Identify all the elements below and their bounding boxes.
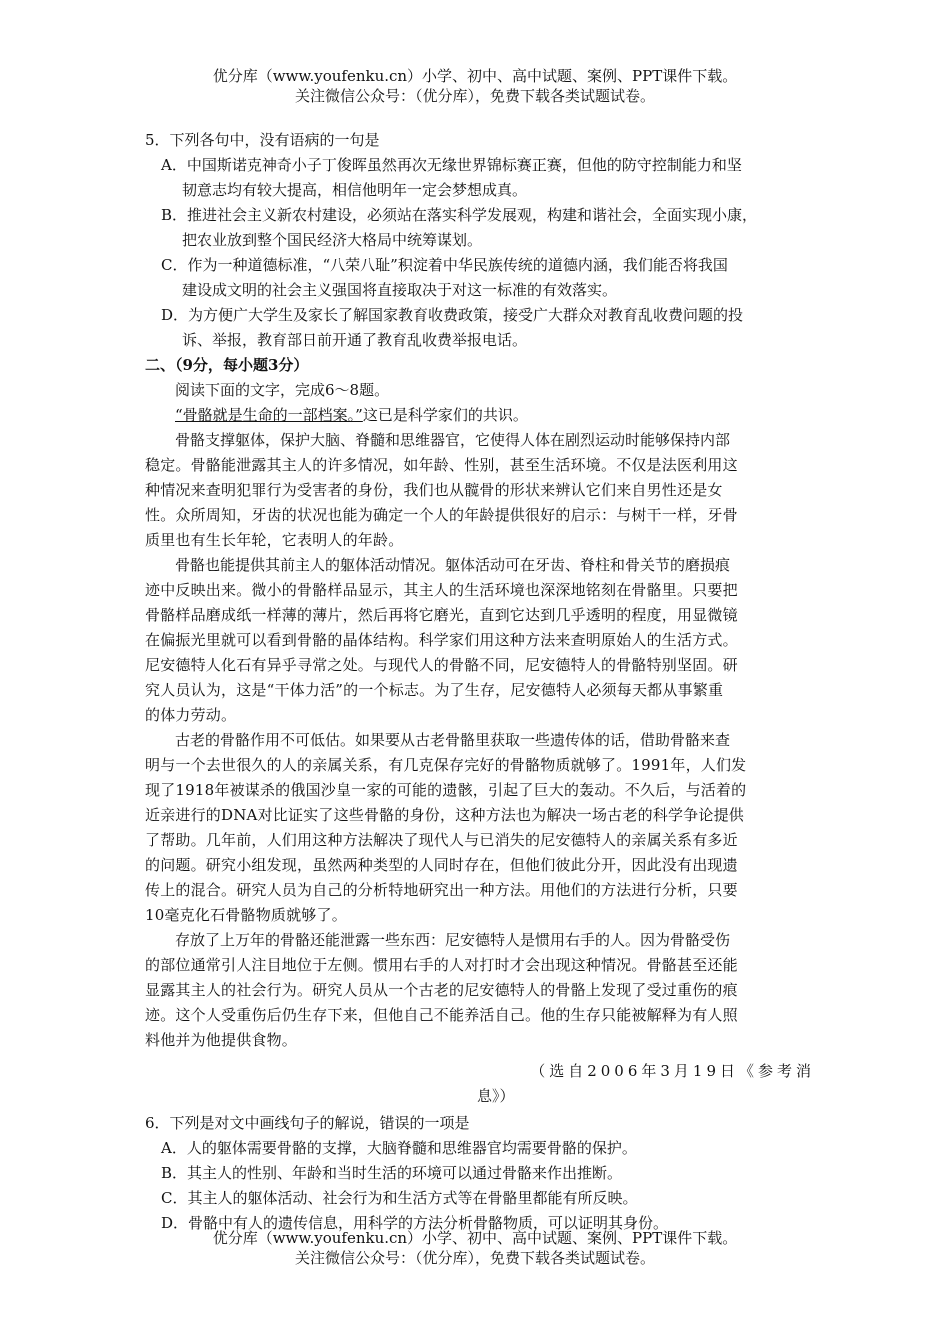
option-line: 韧意志均有较大提高，相信他明年一定会梦想成真。 bbox=[182, 181, 528, 199]
question-5-option-d bbox=[145, 303, 815, 353]
passage-line: 的部位通常引人注目地位于左侧。惯用右手的人对打时才会出现这种情况。骨骼甚至还能 bbox=[145, 956, 738, 974]
passage-line: 现了1918年被谋杀的俄国沙皇一家的可能的遗骸，引起了巨大的轰动。不久后，与活着的 bbox=[145, 781, 747, 799]
option-line: D．为方便广大学生及家长了解国家教育收费政策，接受广大群众对教育乱收费问题的投 bbox=[161, 306, 744, 324]
passage-line: 古老的骨骼作用不可低估。如果要从古老骨骼里获取一些遗传体的话，借助骨骼来查 bbox=[175, 731, 731, 749]
passage-paragraph-3 bbox=[145, 728, 815, 928]
passage-line: 迹。这个人受重伤后仍生存下来，但他自己不能养活自己。他的生存只能被解释为有人照 bbox=[145, 1006, 738, 1024]
reading-instruction: 阅读下面的文字，完成6～8题。 bbox=[175, 381, 390, 399]
header-line-1: 优分库（www.youfenku.cn）小学、初中、高中试题、案例、PPT课件下载。 bbox=[212, 67, 738, 85]
footer-line-1: 优分库（www.youfenku.cn）小学、初中、高中试题、案例、PPT课件下载。 bbox=[212, 1229, 738, 1247]
passage-paragraph-4 bbox=[145, 928, 815, 1053]
passage-line: 尼安德特人化石有异乎寻常之处。与现代人的骨骼不同，尼安德特人的骨骼特别坚固。研 bbox=[145, 656, 738, 674]
passage-paragraph-1 bbox=[145, 428, 815, 553]
question-6-option-b: B．其主人的性别、年龄和当时生活的环境可以通过骨骼来作出推断。 bbox=[161, 1164, 623, 1182]
question-6-option-a: A．人的躯体需要骨骼的支撑，大脑脊髓和思维器官均需要骨骼的保护。 bbox=[161, 1139, 637, 1157]
passage-paragraph-2 bbox=[145, 553, 815, 728]
passage-line: 传上的混合。研究人员为自己的分析特地研究出一种方法。用他们的方法进行分析，只要 bbox=[145, 881, 738, 899]
passage-line: 10毫克化石骨骼物质就够了。 bbox=[145, 906, 347, 924]
underlined-sentence: “骨骼就是生命的一部档案。” bbox=[175, 406, 363, 424]
source-citation-line-2: 息》） bbox=[477, 1087, 515, 1105]
option-line: B．推进社会主义新农村建设，必须站在落实科学发展观，构建和谐社会，全面实现小康， bbox=[161, 206, 758, 224]
passage-line: 存放了上万年的骨骼还能泄露一些东西：尼安德特人是惯用右手的人。因为骨骼受伤 bbox=[175, 931, 731, 949]
option-line: 把农业放到整个国民经济大格局中统筹谋划。 bbox=[182, 231, 483, 249]
option-line: 诉、举报，教育部日前开通了教育乱收费举报电话。 bbox=[182, 331, 528, 349]
passage-line: 料他并为他提供食物。 bbox=[145, 1031, 298, 1049]
passage-line: 骨骼也能提供其前主人的躯体活动情况。躯体活动可在牙齿、脊柱和骨关节的磨损痕 bbox=[175, 556, 731, 574]
option-line: C．作为一种道德标准，“八荣八耻”积淀着中华民族传统的道德内涵，我们能否将我国 bbox=[161, 256, 728, 274]
passage-line: 骨骼支撑躯体，保护大脑、脊髓和思维器官，它使得人体在剧烈运动时能够保持内部 bbox=[175, 431, 731, 449]
option-line: A．中国斯诺克神奇小子丁俊晖虽然再次无缘世界锦标赛正赛，但他的防守控制能力和坚 bbox=[161, 156, 742, 174]
question-5-option-b bbox=[145, 203, 815, 253]
passage-line: 的问题。研究小组发现，虽然两种类型的人同时存在，但他们彼此分开，因此没有出现遗 bbox=[145, 856, 738, 874]
passage-line: 在偏振光里就可以看到骨骼的晶体结构。科学家们用这种方法来查明原始人的生活方式。 bbox=[145, 631, 738, 649]
passage-line: 性。众所周知，牙齿的状况也能为确定一个人的年龄提供很好的启示：与树干一样，牙骨 bbox=[145, 506, 738, 524]
exam-content bbox=[145, 128, 815, 1236]
question-6-option-c: C．其主人的躯体活动、社会行为和生活方式等在骨骼里都能有所反映。 bbox=[161, 1189, 638, 1207]
passage-line: 质里也有生长年轮，它表明人的年龄。 bbox=[145, 531, 404, 549]
question-6-stem: 6．下列是对文中画线句子的解说，错误的一项是 bbox=[145, 1114, 470, 1132]
question-5-option-c bbox=[145, 253, 815, 303]
passage-line: 种情况来查明犯罪行为受害者的身份，我们也从髋骨的形状来辨认它们来自男性还是女 bbox=[145, 481, 723, 499]
underlined-sentence-line bbox=[145, 403, 815, 428]
section-2-title: 二、（9分，每小题3分） bbox=[145, 356, 309, 374]
question-6-option-d: D．骨骼中有人的遗传信息，用科学的方法分析骨骼物质，可以证明其身份。 bbox=[161, 1214, 669, 1232]
question-5-stem: 5．下列各句中，没有语病的一句是 bbox=[145, 131, 380, 149]
passage-line: 究人员认为，这是“干体力活”的一个标志。为了生存，尼安德特人必须每天都从事繁重 bbox=[145, 681, 724, 699]
option-line: 建设成文明的社会主义强国将直接取决于对这一标准的有效落实。 bbox=[182, 281, 618, 299]
passage-line: 近亲进行的DNA对比证实了这些骨骼的身份，这种方法也为解决一场古老的科学争论提供 bbox=[145, 806, 744, 824]
page-footer bbox=[0, 1228, 950, 1268]
passage-line: 显露其主人的社会行为。研究人员从一个古老的尼安德特人的骨骼上发现了受过重伤的痕 bbox=[145, 981, 738, 999]
passage-line: 了帮助。几年前，人们用这种方法解决了现代人与已消失的尼安德特人的亲属关系有多近 bbox=[145, 831, 738, 849]
page-header bbox=[0, 66, 950, 106]
consensus-text: 这已是科学家们的共识。 bbox=[362, 406, 528, 424]
header-line-2: 关注微信公众号：（优分库），免费下载各类试题试卷。 bbox=[294, 87, 655, 105]
source-citation-line-1: （选自2006年3月19日《参考消 bbox=[530, 1062, 815, 1080]
passage-line: 骨骼样品磨成纸一样薄的薄片，然后再将它磨光，直到它达到几乎透明的程度，用显微镜 bbox=[145, 606, 738, 624]
passage-line: 明与一个去世很久的人的亲属关系，有几克保存完好的骨骼物质就够了。1991年，人们发 bbox=[145, 756, 747, 774]
passage-line: 迹中反映出来。微小的骨骼样品显示，其主人的生活环境也深深地铭刻在骨骼里。只要把 bbox=[145, 581, 738, 599]
passage-line: 的体力劳动。 bbox=[145, 706, 237, 724]
question-5-option-a bbox=[145, 153, 815, 203]
passage-line: 稳定。骨骼能泄露其主人的许多情况，如年龄、性别，甚至生活环境。不仅是法医利用这 bbox=[145, 456, 738, 474]
footer-line-2: 关注微信公众号：（优分库），免费下载各类试题试卷。 bbox=[294, 1249, 655, 1267]
